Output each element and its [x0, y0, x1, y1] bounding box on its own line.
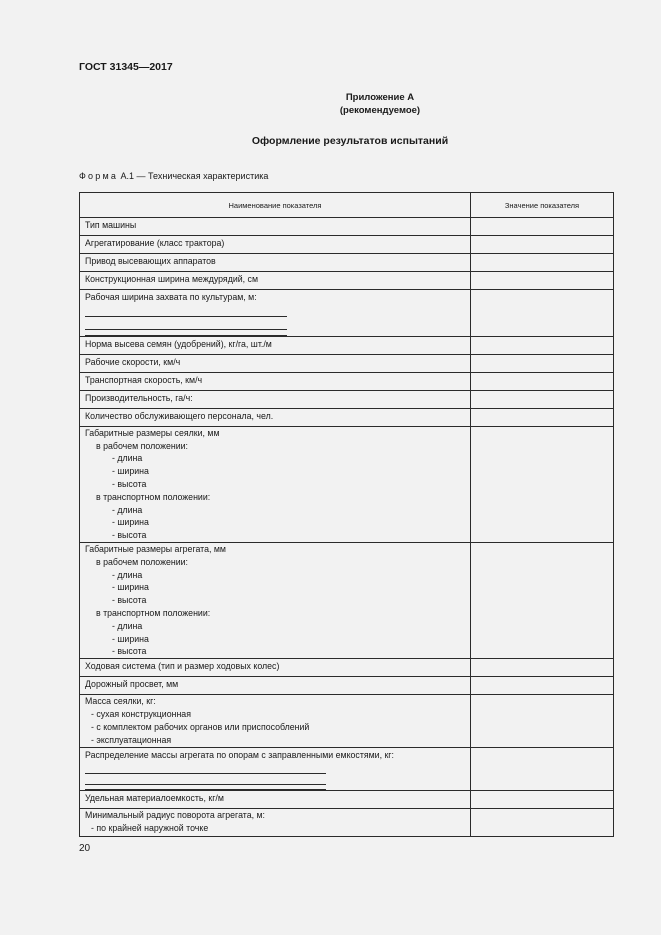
table-row: [80, 677, 614, 695]
value-cell[interactable]: [471, 408, 614, 426]
table-row: [80, 336, 614, 354]
sub-label: - длина: [112, 569, 143, 580]
sub-label: - по крайней наружной точке: [91, 822, 209, 833]
table-row: [80, 354, 614, 372]
sub-label: - с комплектом рабочих органов или приспособлений: [91, 721, 310, 732]
sub-label: - длина: [112, 504, 143, 515]
table-row: [80, 272, 614, 290]
sub-label: - высота: [112, 530, 147, 541]
value-cell[interactable]: [471, 748, 614, 791]
table-row: [80, 791, 614, 809]
table-header-row: [80, 193, 614, 218]
table-row: [80, 408, 614, 426]
sub-label: - эксплуатационная: [91, 734, 172, 745]
value-cell[interactable]: [471, 218, 614, 236]
row-label: Транспортная скорость, км/ч: [80, 372, 471, 390]
annex-title: Приложение А: [345, 92, 415, 103]
sub-label: - длина: [112, 453, 143, 464]
sub-label: - ширина: [112, 582, 149, 593]
document-code: ГОСТ 31345—2017: [79, 61, 173, 73]
value-cell[interactable]: [471, 272, 614, 290]
table-row: [80, 426, 614, 542]
value-cell[interactable]: [471, 254, 614, 272]
fill-in-line: [85, 784, 326, 785]
row-label-cell: [80, 542, 471, 658]
row-label: Ходовая система (тип и размер ходовых колес): [80, 659, 471, 677]
fill-in-line: [85, 329, 287, 330]
table-row: [80, 542, 614, 658]
table-row: [80, 809, 614, 837]
value-cell[interactable]: [471, 236, 614, 254]
value-cell[interactable]: [471, 354, 614, 372]
row-label: Масса сеялки, кг:: [85, 696, 156, 707]
section-title: Оформление результатов испытаний: [251, 135, 449, 147]
value-cell[interactable]: [471, 336, 614, 354]
annex-status: (рекомендуемое): [339, 105, 421, 116]
sub-label: - высота: [112, 646, 147, 657]
row-label: Рабочие скорости, км/ч: [80, 354, 471, 372]
row-label: Минимальный радиус поворота агрегата, м:: [85, 810, 265, 821]
row-label: Удельная материалоемкость, кг/м: [80, 791, 471, 809]
page-number: 20: [79, 843, 91, 854]
row-label: Тип машины: [80, 218, 471, 236]
characteristics-table: [79, 192, 614, 837]
row-label: Количество обслуживающего персонала, чел.: [80, 408, 471, 426]
table-row: [80, 372, 614, 390]
value-cell[interactable]: [471, 390, 614, 408]
row-label: Привод высевающих аппаратов: [80, 254, 471, 272]
sub-label: в транспортном положении:: [96, 491, 211, 502]
sub-label: в рабочем положении:: [96, 556, 189, 567]
row-label-cell: [80, 426, 471, 542]
sub-label: - длина: [112, 620, 143, 631]
table-row: [80, 659, 614, 677]
row-label: Производительность, га/ч:: [80, 390, 471, 408]
value-cell[interactable]: [471, 677, 614, 695]
table-row: [80, 748, 614, 791]
table-row: [80, 290, 614, 337]
sub-label: в транспортном положении:: [96, 607, 211, 618]
row-label: Дорожный просвет, мм: [80, 677, 471, 695]
row-label-cell: [80, 695, 471, 748]
row-label: Габаритные размеры сеялки, мм: [85, 427, 220, 438]
value-cell[interactable]: [471, 809, 614, 837]
row-label-cell: [80, 748, 471, 791]
column-header-name: Наименование показателя: [80, 193, 471, 218]
fill-in-line: [85, 773, 326, 774]
row-label: Рабочая ширина захвата по культурам, м:: [85, 292, 257, 302]
value-cell[interactable]: [471, 290, 614, 337]
table-row: [80, 695, 614, 748]
row-label: Агрегатирование (класс трактора): [80, 236, 471, 254]
row-label: Распределение массы агрегата по опорам с заправленными емкостями, кг:: [85, 750, 394, 761]
value-cell[interactable]: [471, 791, 614, 809]
sub-label: - ширина: [112, 517, 149, 528]
value-cell[interactable]: [471, 695, 614, 748]
value-cell[interactable]: [471, 372, 614, 390]
sub-label: - ширина: [112, 466, 149, 477]
sub-label: в рабочем положении:: [96, 440, 189, 451]
fill-in-line: [85, 316, 287, 317]
row-label-cell: [80, 809, 471, 837]
form-caption-text: А.1 — Техническая характеристика: [118, 171, 269, 181]
sub-label: - сухая конструкционная: [91, 708, 191, 719]
value-cell[interactable]: [471, 659, 614, 677]
table-row: [80, 254, 614, 272]
value-cell[interactable]: [471, 426, 614, 542]
annex-heading: [230, 91, 530, 117]
row-label-cell: [80, 290, 471, 337]
row-label: Норма высева семян (удобрений), кг/га, шт./м: [80, 336, 471, 354]
sub-label: - высота: [112, 595, 147, 606]
form-caption-word: Форма: [79, 171, 119, 181]
table-row: [80, 218, 614, 236]
table-row: [80, 236, 614, 254]
form-caption: [79, 171, 268, 181]
column-header-value: Значение показателя: [471, 193, 614, 218]
value-cell[interactable]: [471, 542, 614, 658]
row-label: Конструкционная ширина междурядий, см: [80, 272, 471, 290]
sub-label: - ширина: [112, 633, 149, 644]
sub-label: - высота: [112, 478, 147, 489]
table-row: [80, 390, 614, 408]
row-label: Габаритные размеры агрегата, мм: [85, 543, 226, 554]
